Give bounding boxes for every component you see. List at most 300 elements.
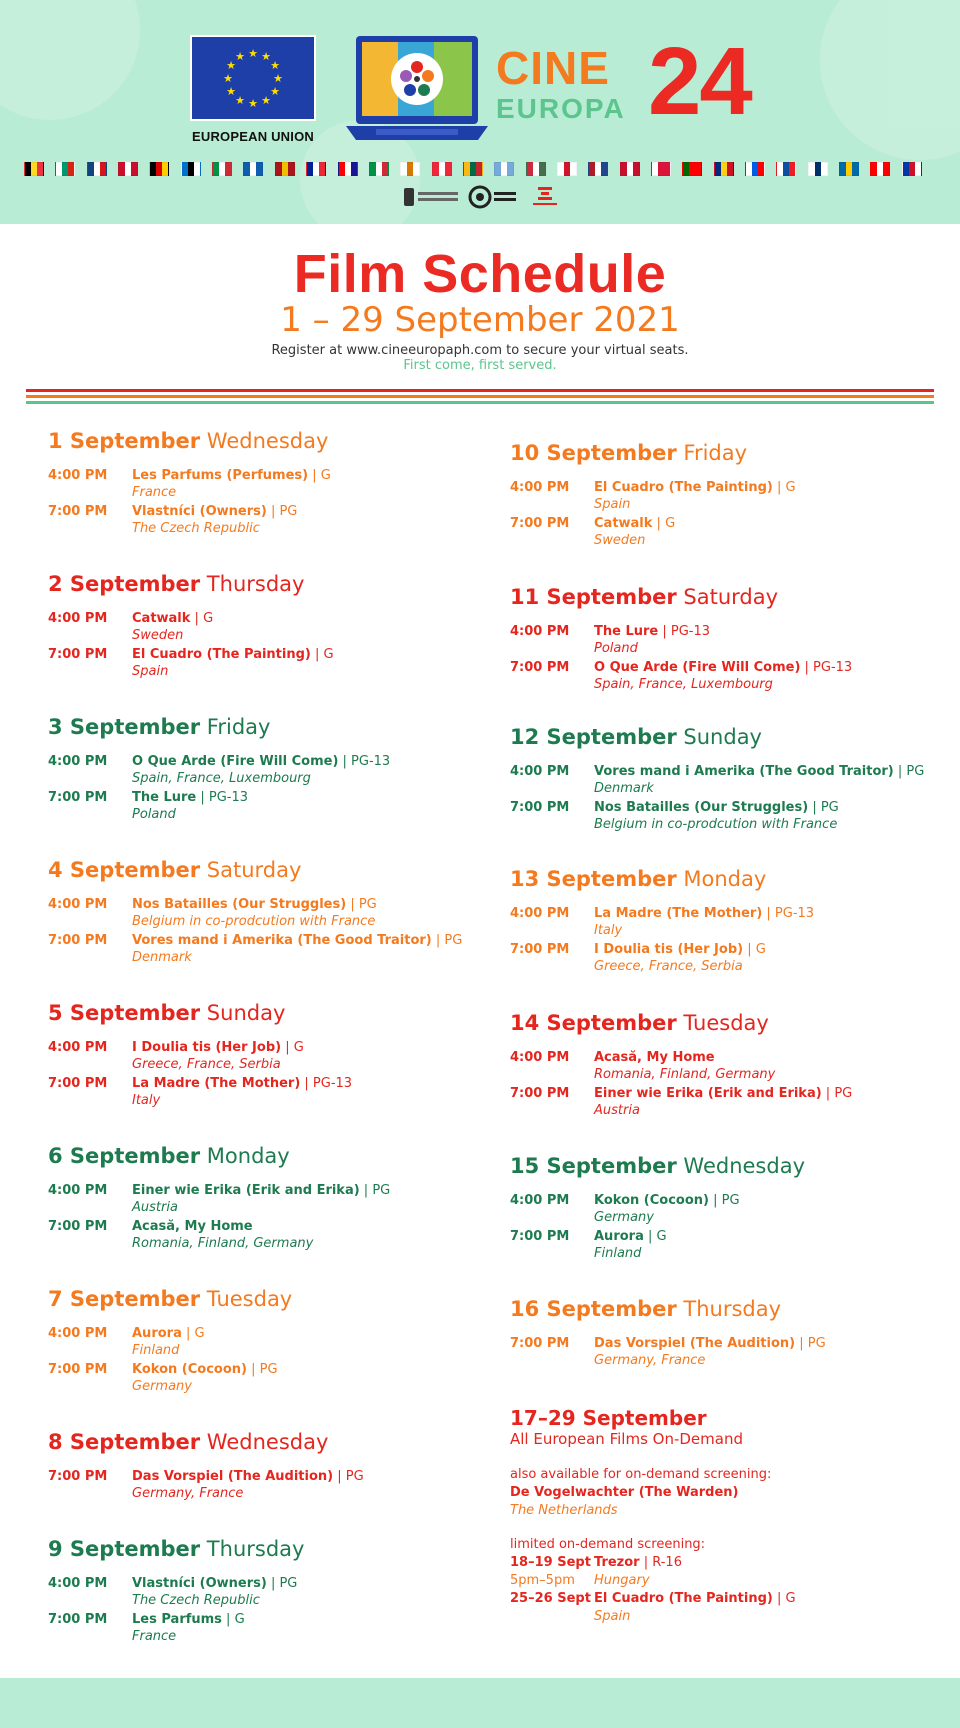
film-title <box>594 942 766 958</box>
film-country: Sweden <box>594 533 646 548</box>
film-country: Spain, France, Luxembourg <box>132 771 311 786</box>
film-reel-laptop-icon <box>346 36 488 148</box>
header-band <box>0 0 960 224</box>
screening-time: 7:00 PM <box>48 790 108 805</box>
film-title <box>132 1040 304 1056</box>
screening-time: 4:00 PM <box>510 1193 570 1208</box>
partner-logos <box>402 184 566 210</box>
film-name: El Cuadro (The Painting) <box>594 480 773 495</box>
day-date: 4 September <box>48 858 201 882</box>
country-flag-icon <box>338 162 358 176</box>
film-title <box>594 764 924 780</box>
day-block <box>510 1010 853 1122</box>
film-country: Denmark <box>594 781 654 796</box>
day-date: 5 September <box>48 1001 201 1025</box>
on-demand-heading: 17–29 September <box>510 1406 707 1430</box>
screening-time: 4:00 PM <box>510 1050 570 1065</box>
limited-film-name: Trezor <box>594 1555 640 1570</box>
svg-text:★: ★ <box>235 50 245 63</box>
day-heading <box>510 584 778 610</box>
film-rating: | G <box>281 1040 304 1055</box>
screening-time: 7:00 PM <box>48 1076 108 1091</box>
screening-time: 7:00 PM <box>510 1229 570 1244</box>
screening-time: 7:00 PM <box>48 1469 108 1484</box>
day-block <box>48 714 391 826</box>
screening-row <box>48 1040 304 1076</box>
also-available-title: De Vogelwachter (The Warden) <box>510 1485 739 1500</box>
day-weekday: Wednesday <box>200 429 329 453</box>
screening-time: 4:00 PM <box>510 906 570 921</box>
country-flag-icon <box>776 162 796 176</box>
film-rating: | PG <box>266 1576 298 1591</box>
footer-band <box>0 1678 960 1728</box>
screening-row <box>510 1336 826 1372</box>
day-date: 6 September <box>48 1144 201 1168</box>
screening-time: 4:00 PM <box>48 1576 108 1591</box>
film-name: Les Parfums <box>132 1612 222 1627</box>
film-name: O Que Arde (Fire Will Come) <box>132 754 339 769</box>
film-country: Finland <box>132 1343 180 1358</box>
film-title <box>132 1469 364 1485</box>
film-rating: | G <box>643 1229 667 1244</box>
screening-time: 7:00 PM <box>48 504 108 519</box>
day-block <box>510 1153 805 1265</box>
svg-text:★: ★ <box>226 85 236 98</box>
screening-row <box>48 1219 314 1255</box>
day-weekday: Thursday <box>200 572 305 596</box>
day-date: 16 September <box>510 1297 677 1321</box>
limited-rating: | G <box>772 1591 796 1606</box>
film-country: Poland <box>132 807 176 822</box>
film-rating: | G <box>221 1612 245 1627</box>
day-block <box>48 1000 353 1112</box>
screening-row <box>510 624 778 660</box>
film-title <box>594 480 796 496</box>
film-title <box>132 897 377 913</box>
day-block <box>510 440 796 552</box>
screening-time: 7:00 PM <box>48 1362 108 1377</box>
film-name: La Madre (The Mother) <box>132 1076 301 1091</box>
screening-row <box>510 516 747 552</box>
limited-row <box>510 1554 930 1590</box>
day-heading <box>48 1000 285 1026</box>
film-country: Austria <box>594 1103 640 1118</box>
day-date: 9 September <box>48 1537 201 1561</box>
film-rating: | PG <box>246 1362 278 1377</box>
film-title <box>132 468 331 484</box>
day-weekday: Saturday <box>676 585 779 609</box>
day-date: 2 September <box>48 572 201 596</box>
screening-time: 4:00 PM <box>510 764 570 779</box>
country-flag-icon <box>87 162 107 176</box>
country-flag-icon <box>494 162 514 176</box>
country-flag-icon <box>714 162 734 176</box>
svg-text:★: ★ <box>273 72 283 85</box>
screening-time: 7:00 PM <box>48 1219 108 1234</box>
first-come-text: First come, first served. <box>403 358 557 373</box>
film-rating: | PG <box>359 1183 391 1198</box>
svg-text:★: ★ <box>226 59 236 72</box>
screening-row <box>510 800 839 836</box>
country-flag-icon <box>870 162 890 176</box>
day-weekday: Wednesday <box>200 1430 329 1454</box>
limited-country: Hungary <box>594 1573 650 1588</box>
screening-time: 4:00 PM <box>48 468 108 483</box>
film-title <box>132 1612 245 1628</box>
film-title <box>132 1362 278 1378</box>
film-country: Germany <box>594 1210 654 1225</box>
limited-list <box>510 1554 930 1626</box>
screening-time: 7:00 PM <box>510 1086 570 1101</box>
country-flag-icon <box>745 162 765 176</box>
film-country: Italy <box>594 923 623 938</box>
country-flag-icon <box>212 162 232 176</box>
country-flag-icon <box>400 162 420 176</box>
screening-row <box>48 1612 304 1648</box>
screening-row <box>48 611 304 647</box>
film-country: Italy <box>132 1093 161 1108</box>
on-demand-subheading: All European Films On-Demand <box>510 1430 743 1448</box>
day-date: 7 September <box>48 1287 201 1311</box>
day-heading <box>48 1143 290 1169</box>
day-weekday: Monday <box>200 1144 290 1168</box>
day-heading <box>510 866 766 892</box>
country-flag-icon <box>839 162 859 176</box>
film-title <box>132 1326 205 1342</box>
decor-circle <box>820 0 960 160</box>
film-name: El Cuadro (The Painting) <box>132 647 311 662</box>
logo-cine: CINE <box>496 42 610 94</box>
country-flag-icon <box>588 162 608 176</box>
film-country: Romania, Finland, Germany <box>132 1236 314 1251</box>
film-rating: | PG <box>708 1193 740 1208</box>
screening-row <box>510 1229 805 1265</box>
film-rating: | PG-13 <box>196 790 249 805</box>
country-flags-row <box>24 162 938 176</box>
eu-label: EUROPEAN UNION <box>192 129 314 144</box>
country-flag-icon <box>620 162 640 176</box>
day-date: 13 September <box>510 867 677 891</box>
day-block <box>48 857 463 969</box>
day-weekday: Tuesday <box>676 1011 769 1035</box>
film-title <box>594 624 710 640</box>
film-country: Spain <box>132 664 169 679</box>
film-title <box>594 1336 826 1352</box>
film-name: Aurora <box>594 1229 644 1244</box>
film-title <box>132 611 213 627</box>
film-rating: | G <box>181 1326 205 1341</box>
film-title <box>132 790 248 806</box>
country-flag-icon <box>149 162 169 176</box>
also-available-country: The Netherlands <box>510 1503 618 1518</box>
country-flag-icon <box>24 162 44 176</box>
limited-dates: 18–19 Sept <box>510 1555 591 1570</box>
country-flag-icon <box>463 162 483 176</box>
screening-time: 7:00 PM <box>48 647 108 662</box>
svg-text:★: ★ <box>223 72 233 85</box>
screening-time: 7:00 PM <box>48 1612 108 1627</box>
svg-text:★: ★ <box>235 94 245 107</box>
film-title <box>594 1050 715 1066</box>
logo-number: 24 <box>648 28 751 135</box>
film-name: Kokon (Cocoon) <box>132 1362 247 1377</box>
svg-text:★: ★ <box>261 50 271 63</box>
screening-time: 4:00 PM <box>48 1183 108 1198</box>
day-weekday: Friday <box>200 715 271 739</box>
film-rating: | PG-13 <box>800 660 853 675</box>
film-name: Catwalk <box>594 516 653 531</box>
film-name: Kokon (Cocoon) <box>594 1193 709 1208</box>
film-name: I Doulia tis (Her Job) <box>594 942 744 957</box>
screening-time: 7:00 PM <box>510 800 570 815</box>
screening-row <box>48 933 463 969</box>
svg-text:★: ★ <box>270 85 280 98</box>
day-block <box>510 866 815 978</box>
film-country: France <box>132 1629 177 1644</box>
film-title <box>132 1219 253 1235</box>
screening-row <box>510 764 925 800</box>
film-rating: | PG-13 <box>658 624 711 639</box>
country-flag-icon <box>118 162 138 176</box>
day-weekday: Thursday <box>200 1537 305 1561</box>
day-block <box>48 1536 304 1648</box>
film-country: Poland <box>594 641 638 656</box>
film-name: Einer wie Erika (Erik and Erika) <box>594 1086 822 1101</box>
film-country: The Czech Republic <box>132 1593 260 1608</box>
screening-time: 4:00 PM <box>48 1326 108 1341</box>
svg-text:★: ★ <box>270 59 280 72</box>
screening-time: 7:00 PM <box>48 933 108 948</box>
film-country: The Czech Republic <box>132 521 260 536</box>
screening-row <box>48 1362 292 1398</box>
film-name: Nos Batailles (Our Struggles) <box>132 897 347 912</box>
day-heading <box>510 1010 769 1036</box>
film-rating: | PG-13 <box>300 1076 353 1091</box>
film-rating: | PG <box>266 504 298 519</box>
film-country: Belgium in co-prodcution with France <box>132 914 376 929</box>
date-range: 1 – 29 September 2021 <box>280 300 680 340</box>
screening-time: 7:00 PM <box>510 1336 570 1351</box>
screening-row <box>510 480 796 516</box>
screening-row <box>48 790 270 826</box>
film-country: Germany, France <box>132 1486 244 1501</box>
limited-title <box>594 1590 796 1608</box>
country-flag-icon <box>651 162 671 176</box>
limited-rating: | R-16 <box>639 1555 682 1570</box>
film-title <box>132 1183 390 1199</box>
film-rating: | PG <box>821 1086 853 1101</box>
screening-row <box>510 1086 853 1122</box>
film-name: Vores mand i Amerika (The Good Traitor) <box>594 764 894 779</box>
day-block <box>510 584 853 696</box>
film-country: Greece, France, Serbia <box>132 1057 281 1072</box>
screening-row <box>510 660 853 696</box>
screening-time: 7:00 PM <box>510 660 570 675</box>
screening-row <box>48 1183 391 1219</box>
film-name: Das Vorspiel (The Audition) <box>594 1336 796 1351</box>
film-rating: | PG <box>795 1336 826 1351</box>
on-demand-section <box>510 1406 930 1626</box>
screening-row <box>510 942 766 978</box>
film-name: Acasă, My Home <box>132 1219 253 1234</box>
day-weekday: Saturday <box>200 858 302 882</box>
film-title <box>594 1086 852 1102</box>
country-flag-icon <box>55 162 75 176</box>
country-flag-icon <box>557 162 577 176</box>
day-date: 12 September <box>510 725 677 749</box>
day-heading <box>48 714 270 740</box>
film-name: I Doulia tis (Her Job) <box>132 1040 282 1055</box>
country-flag-icon <box>275 162 295 176</box>
day-date: 1 September <box>48 429 201 453</box>
svg-text:★: ★ <box>248 47 258 60</box>
day-heading <box>48 857 301 883</box>
film-name: Einer wie Erika (Erik and Erika) <box>132 1183 360 1198</box>
screening-row <box>48 1576 304 1612</box>
day-block <box>48 571 334 683</box>
film-name: Vores mand i Amerika (The Good Traitor) <box>132 933 432 948</box>
day-heading <box>510 1296 781 1322</box>
screening-row <box>48 1076 353 1112</box>
film-country: Austria <box>132 1200 178 1215</box>
film-rating: | G <box>652 516 676 531</box>
decor-circle <box>0 0 140 120</box>
screening-time: 4:00 PM <box>48 754 108 769</box>
film-country: Germany <box>132 1379 192 1394</box>
day-block <box>510 724 925 836</box>
screening-row <box>510 1050 776 1086</box>
film-title <box>132 1076 352 1092</box>
day-block <box>48 1286 292 1398</box>
day-date: 8 September <box>48 1430 201 1454</box>
film-title <box>594 516 675 532</box>
screening-row <box>48 897 377 933</box>
screening-row <box>48 1469 364 1505</box>
screening-time: 7:00 PM <box>510 516 570 531</box>
day-weekday: Sunday <box>676 725 762 749</box>
day-date: 14 September <box>510 1011 677 1035</box>
film-name: Les Parfums (Perfumes) <box>132 468 309 483</box>
film-rating: | PG <box>333 1469 364 1484</box>
film-name: Vlastníci (Owners) <box>132 1576 267 1591</box>
film-title <box>594 1193 740 1209</box>
day-block <box>510 1296 826 1372</box>
film-name: Nos Batailles (Our Struggles) <box>594 800 809 815</box>
divider-stripes <box>26 389 934 409</box>
film-name: Das Vorspiel (The Audition) <box>132 1469 334 1484</box>
day-weekday: Wednesday <box>676 1154 805 1178</box>
day-weekday: Friday <box>676 441 748 465</box>
film-name: Catwalk <box>132 611 191 626</box>
film-rating: | PG-13 <box>762 906 815 921</box>
film-rating: | PG-13 <box>338 754 391 769</box>
film-rating: | PG <box>893 764 925 779</box>
country-flag-icon <box>432 162 452 176</box>
day-heading <box>510 440 747 466</box>
day-heading <box>48 428 328 454</box>
day-date: 3 September <box>48 715 201 739</box>
limited-film-name: El Cuadro (The Painting) <box>594 1591 773 1606</box>
film-title <box>594 906 814 922</box>
screening-row <box>48 1326 292 1362</box>
country-flag-icon <box>808 162 828 176</box>
screening-time: 4:00 PM <box>48 611 108 626</box>
film-country: Denmark <box>132 950 192 965</box>
film-country: Romania, Finland, Germany <box>594 1067 776 1082</box>
limited-row <box>510 1590 930 1626</box>
screening-row <box>510 1193 805 1229</box>
film-rating: | PG <box>346 897 377 912</box>
day-date: 15 September <box>510 1154 677 1178</box>
film-title <box>594 660 852 676</box>
film-rating: | G <box>772 480 796 495</box>
film-country: Spain, France, Luxembourg <box>594 677 773 692</box>
film-title <box>132 1576 297 1592</box>
country-flag-icon <box>682 162 702 176</box>
day-weekday: Tuesday <box>200 1287 293 1311</box>
day-block <box>48 428 331 540</box>
film-country: Belgium in co-prodcution with France <box>594 817 838 832</box>
svg-text:★: ★ <box>248 97 258 110</box>
country-flag-icon <box>526 162 546 176</box>
film-country: Finland <box>594 1246 642 1261</box>
svg-text:★: ★ <box>261 94 271 107</box>
day-heading <box>48 1429 328 1455</box>
day-heading <box>510 724 762 750</box>
film-name: Vlastníci (Owners) <box>132 504 267 519</box>
screening-row <box>48 504 328 540</box>
also-available-label: also available for on-demand screening: <box>510 1467 772 1482</box>
limited-dates: 25–26 Sept <box>510 1591 591 1606</box>
country-flag-icon <box>243 162 263 176</box>
limited-title <box>594 1554 682 1572</box>
film-title <box>594 800 839 816</box>
screening-row <box>48 754 391 790</box>
screening-time: 4:00 PM <box>510 624 570 639</box>
screening-time: 4:00 PM <box>48 897 108 912</box>
day-weekday: Monday <box>676 867 767 891</box>
day-weekday: Thursday <box>676 1297 782 1321</box>
film-rating: | G <box>310 647 334 662</box>
country-flag-icon <box>369 162 389 176</box>
film-rating: | G <box>190 611 214 626</box>
film-rating: | G <box>308 468 331 483</box>
day-heading <box>48 1536 304 1562</box>
film-rating: | PG <box>808 800 839 815</box>
day-block <box>48 1143 391 1255</box>
film-country: France <box>132 485 177 500</box>
limited-country: Spain <box>594 1609 631 1624</box>
day-date: 11 September <box>510 585 677 609</box>
country-flag-icon <box>306 162 326 176</box>
limited-label: limited on-demand screening: <box>510 1537 706 1552</box>
screening-row <box>48 647 334 683</box>
country-flag-icon <box>902 162 922 176</box>
film-rating: | PG <box>431 933 463 948</box>
screening-time: 4:00 PM <box>48 1040 108 1055</box>
limited-hours: 5pm–5pm <box>510 1573 575 1588</box>
film-name: Acasă, My Home <box>594 1050 715 1065</box>
film-name: O Que Arde (Fire Will Come) <box>594 660 801 675</box>
film-country: Germany, France <box>594 1353 706 1368</box>
eu-logo <box>190 35 316 144</box>
page-title: Film Schedule <box>293 244 667 304</box>
eu-flag-icon <box>190 35 316 121</box>
film-name: The Lure <box>132 790 197 805</box>
film-title <box>132 754 390 770</box>
film-country: Sweden <box>132 628 184 643</box>
country-flag-icon <box>181 162 201 176</box>
